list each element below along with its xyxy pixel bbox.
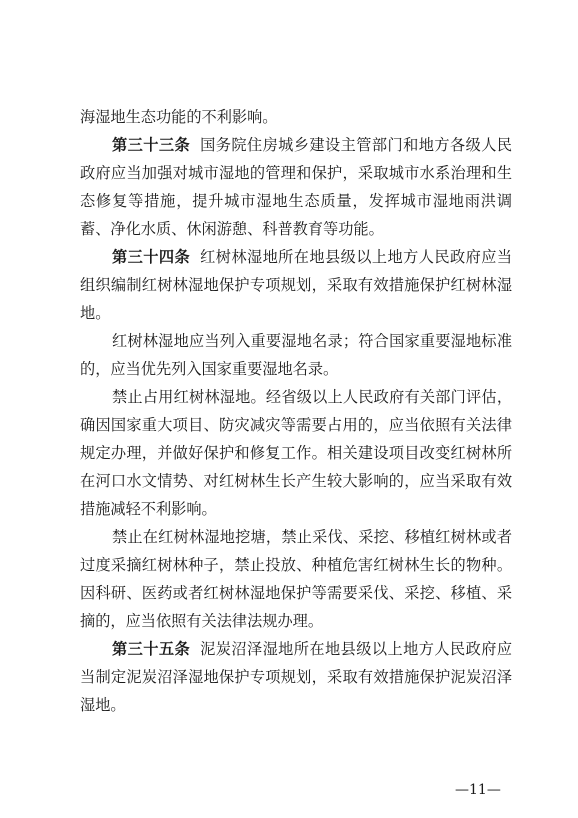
article-number: 第三十四条 bbox=[112, 248, 191, 266]
paragraph bbox=[80, 243, 512, 327]
article-number: 第三十五条 bbox=[112, 640, 191, 658]
body-text bbox=[80, 103, 512, 719]
paragraph-text: 红树林湿地所在地县级以上地方人民政府应当组织编制红树林湿地保护专项规划，采取有效措施保护红树林湿地。 bbox=[80, 248, 513, 322]
paragraph bbox=[80, 635, 512, 719]
paragraph bbox=[80, 327, 512, 383]
paragraph-text: 禁止在红树林湿地挖塘，禁止采伐、采挖、移植红树林或者过度采摘红树林种子，禁止投放、种植危害红树林生长的物种。因科研、医药或者红树林湿地保护等需要采伐、采挖、移植、采摘的，应当依照有关法律法规办理。 bbox=[80, 528, 512, 630]
page-number: —11— bbox=[455, 782, 501, 798]
paragraph bbox=[80, 523, 512, 635]
paragraph-text: 国务院住房城乡建设主管部门和地方各级人民政府应当加强对城市湿地的管理和保护，采取城市水系治理和生态修复等措施，提升城市湿地生态质量，发挥城市湿地雨洪调蓄、净化水质、休闲游憩、科普教育等功能。 bbox=[80, 136, 513, 238]
paragraph-text: 红树林湿地应当列入重要湿地名录；符合国家重要湿地标准的，应当优先列入国家重要湿地名录。 bbox=[80, 332, 512, 378]
paragraph-text: 海湿地生态功能的不利影响。 bbox=[80, 108, 278, 126]
paragraph-text: 泥炭沼泽湿地所在地县级以上地方人民政府应当制定泥炭沼泽湿地保护专项规划，采取有效措施保护泥炭沼泽湿地。 bbox=[80, 640, 513, 714]
paragraph bbox=[80, 131, 512, 243]
paragraph bbox=[80, 383, 512, 523]
article-number: 第三十三条 bbox=[112, 136, 191, 154]
paragraph bbox=[80, 103, 512, 131]
paragraph-text: 禁止占用红树林湿地。经省级以上人民政府有关部门评估，确因国家重大项目、防灾减灾等需要占用的，应当依照有关法律规定办理，并做好保护和修复工作。相关建设项目改变红树林所在河口水文情势、对红树林生长产生较大影响的，应当采取有效措施减轻不利影响。 bbox=[80, 388, 512, 518]
